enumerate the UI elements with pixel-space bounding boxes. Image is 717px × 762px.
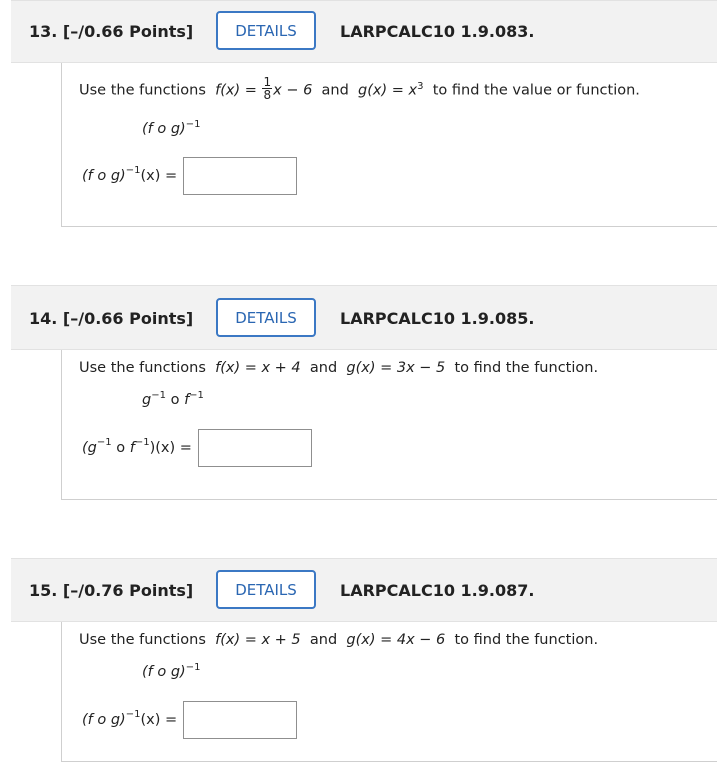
question-number: 13. [–/0.66 Points] bbox=[29, 22, 194, 41]
question-number: 15. [–/0.76 Points] bbox=[29, 581, 194, 600]
question-number: 14. [–/0.66 Points] bbox=[29, 309, 194, 328]
answer-row: (g −1 o f −1 )(x) = bbox=[82, 429, 312, 467]
question-code: LARPCALC10 1.9.085. bbox=[340, 309, 535, 328]
details-button[interactable]: DETAILS bbox=[216, 570, 316, 609]
target-expression: (f o g)$^{-1}$ bbox=[142, 662, 201, 680]
question-13-body bbox=[61, 63, 717, 227]
question-code: LARPCALC10 1.9.087. bbox=[340, 581, 535, 600]
problem-statement: Use the functions f(x) = x + 4 and g(x) = 3x − 5 to find the function. bbox=[79, 360, 599, 376]
fraction: $\frac{1}{8}$ bbox=[263, 75, 272, 102]
problem-statement: Use the functions f(x) = x + 5 and g(x) = 4x − 6 to find the function. bbox=[79, 632, 599, 648]
question-14-header bbox=[11, 285, 717, 350]
target-expression: (f o g)$^{-1}$ bbox=[142, 119, 201, 137]
details-button[interactable]: DETAILS bbox=[216, 298, 316, 337]
question-code: LARPCALC10 1.9.083. bbox=[340, 22, 535, 41]
answer-row: (f o g) −1 (x) = bbox=[82, 157, 297, 195]
problem-statement: Use the functions f(x) = $\frac{1}{8}$ x − 6 and $g(x) = x^3$ to find the value or function. bbox=[79, 75, 640, 102]
answer-input[interactable] bbox=[198, 429, 312, 467]
answer-input[interactable] bbox=[183, 701, 297, 739]
target-expression: $g^{-1}$ o $f^{-1}$ bbox=[142, 390, 204, 408]
question-14-body bbox=[61, 350, 717, 500]
answer-input[interactable] bbox=[183, 157, 297, 195]
answer-row: (f o g) −1 (x) = bbox=[82, 701, 297, 739]
question-15-body bbox=[61, 622, 717, 762]
question-13-header bbox=[11, 0, 717, 63]
details-button[interactable]: DETAILS bbox=[216, 11, 316, 50]
question-15-header bbox=[11, 558, 717, 622]
